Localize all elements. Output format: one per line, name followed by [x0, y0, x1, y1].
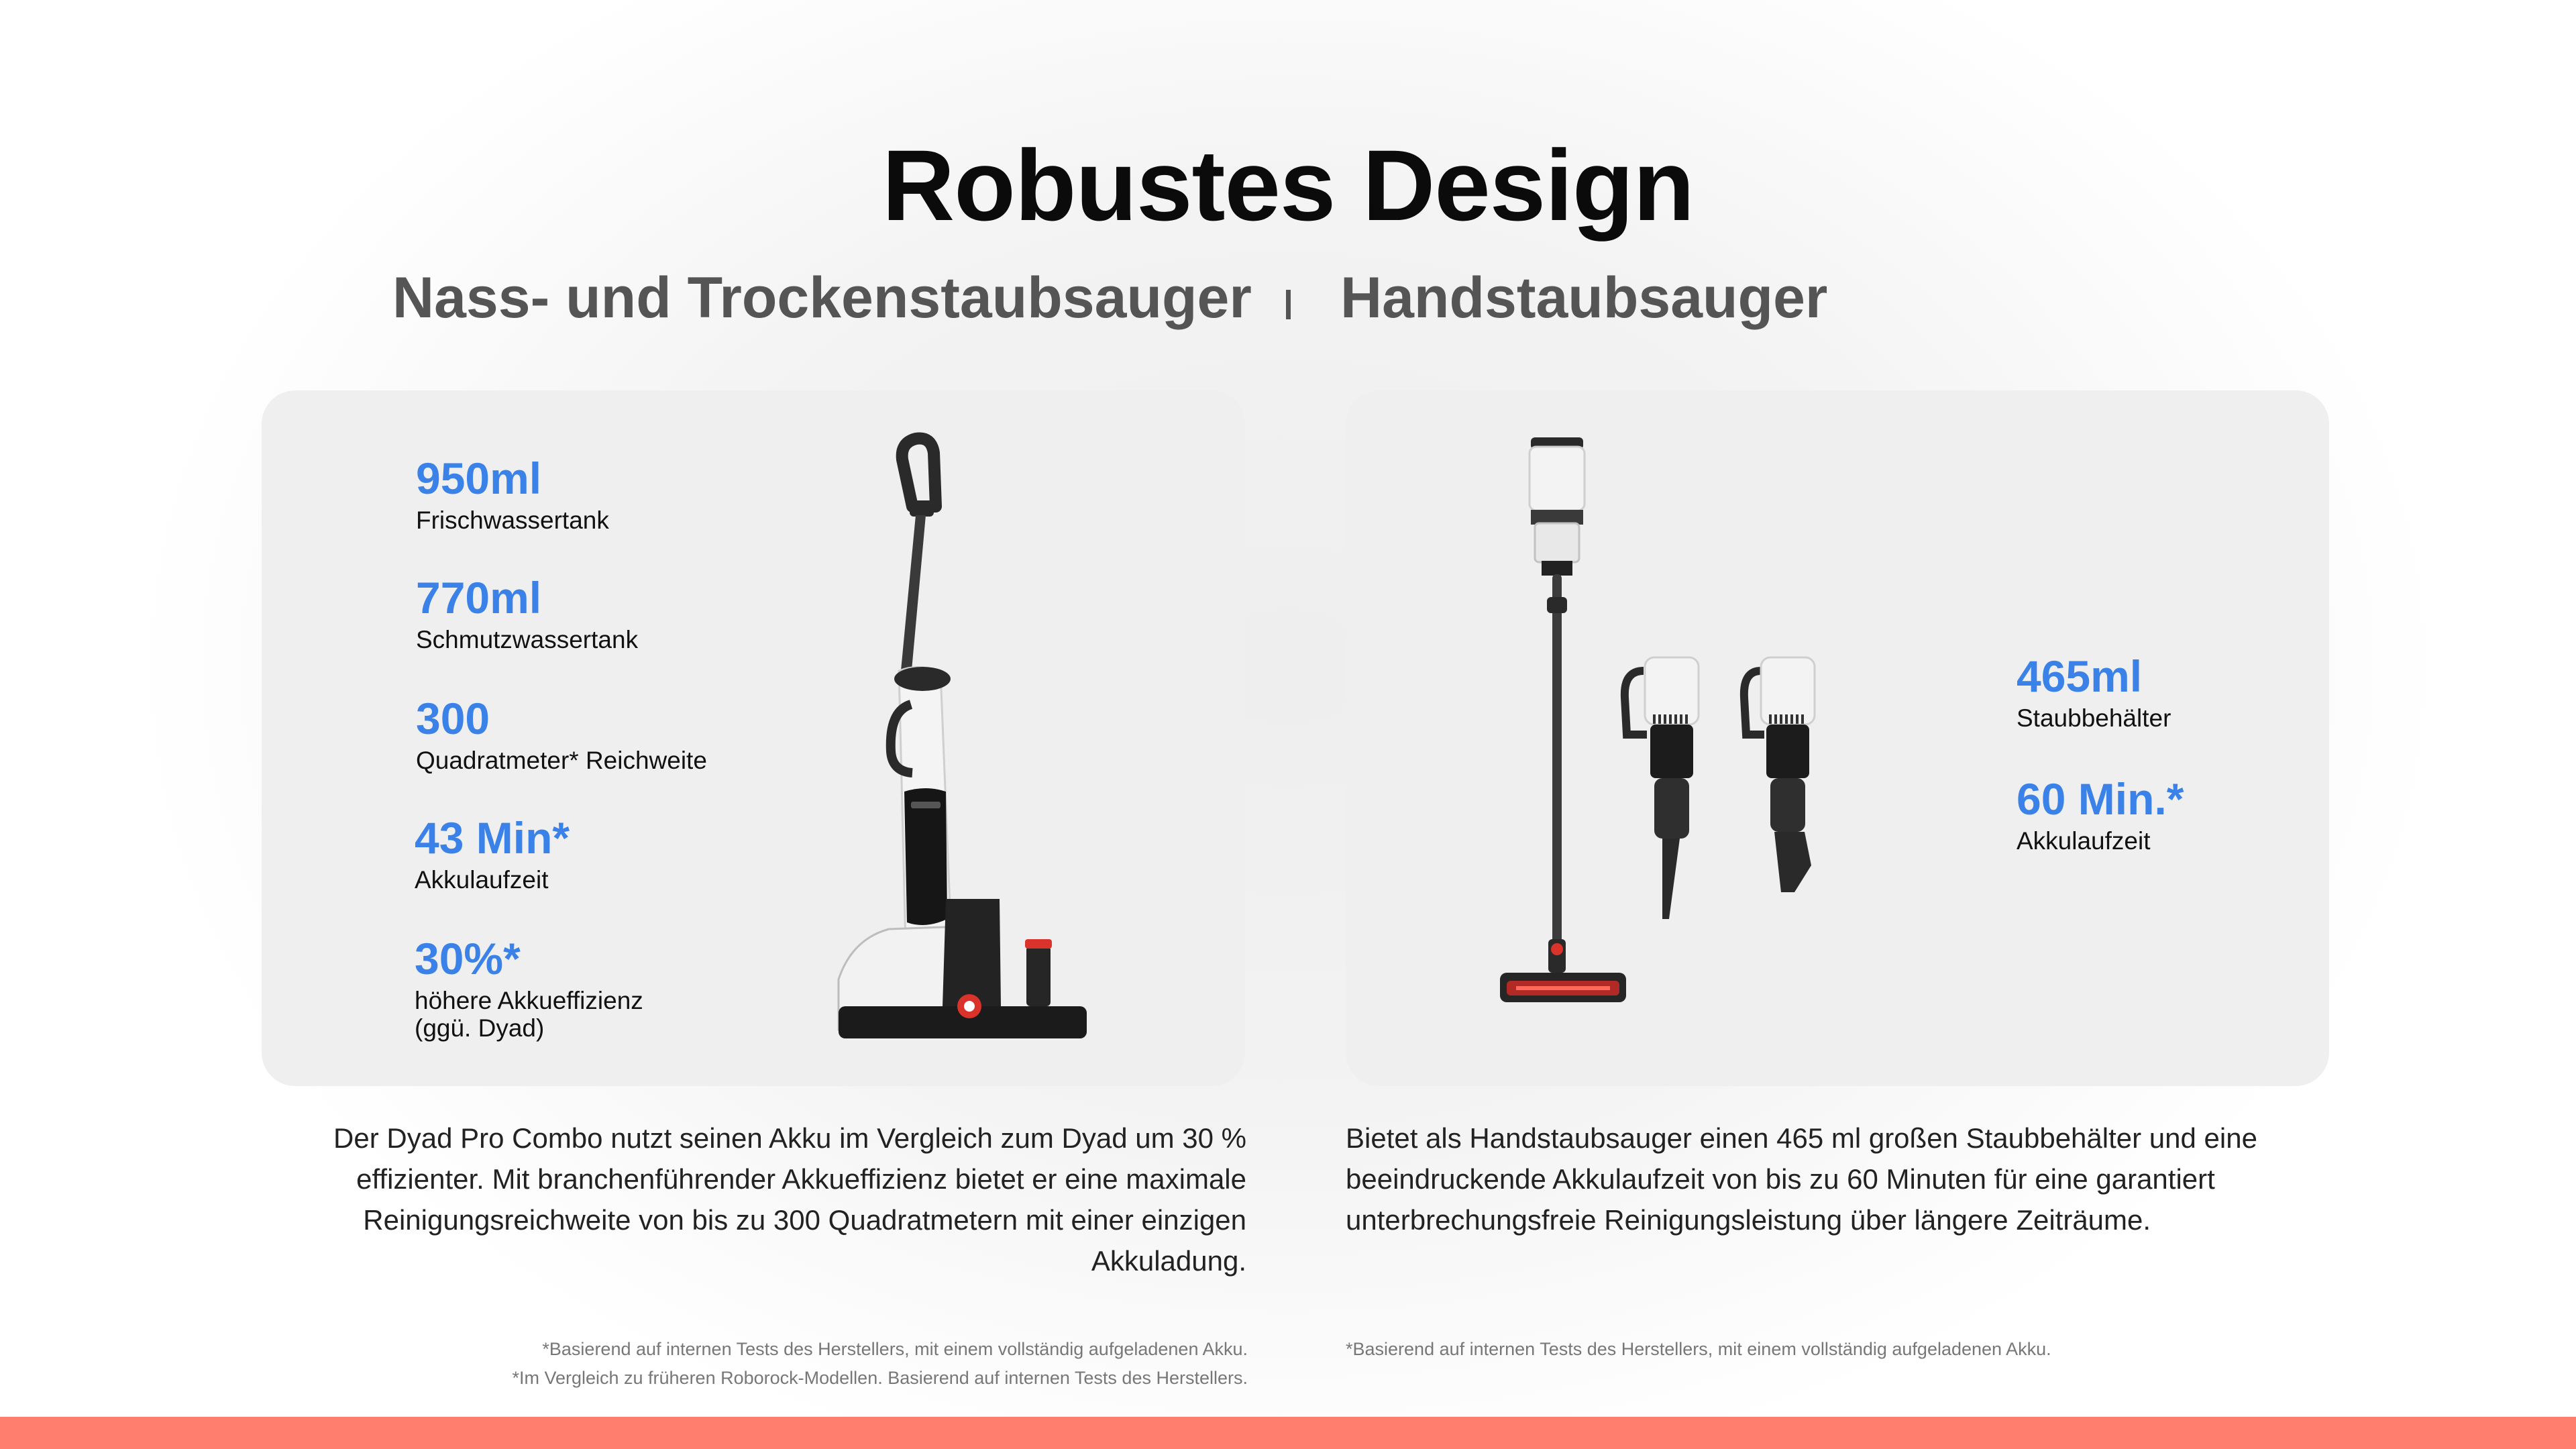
- spec-handheld-battery-runtime: [2017, 774, 2184, 855]
- spec-value: 60 Min.*: [2017, 774, 2184, 824]
- spec-value: 950ml: [416, 453, 542, 503]
- spec-dust-container: [2017, 651, 2171, 733]
- footnote-left-2: *Im Vergleich zu früheren Roborock-Modellen. Basierend auf internen Tests des Herstellers.: [512, 1368, 1248, 1388]
- wet-dry-vacuum-panel: [262, 390, 1245, 1086]
- spec-label: Frischwassertank: [416, 506, 609, 534]
- spec-label: höhere Akkueffizienz (ggü. Dyad): [415, 987, 643, 1042]
- spec-value: 300: [416, 694, 490, 743]
- wet-dry-vacuum-description: Der Dyad Pro Combo nutzt seinen Akku im Vergleich zum Dyad um 30 % effizienter. Mit branchenführender Akkueffizienz bietet er eine maximale Reinigungsreichweite von bis zu 300 Quadratmetern mit einer einzigen Akkuladung.: [333, 1122, 1246, 1277]
- spec-value: 30%*: [415, 934, 521, 983]
- spec-label: Quadratmeter* Reichweite: [416, 747, 707, 774]
- wet-dry-vacuum-image: [825, 429, 1093, 1060]
- spec-label: Schmutzwassertank: [416, 626, 639, 653]
- spec-dirty-water-tank: [416, 573, 639, 654]
- spec-battery-runtime: [415, 813, 570, 894]
- handheld-vacuum-description: Bietet als Handstaubsauger einen 465 ml großen Staubbehälter und eine beeindruckende Akkulaufzeit von bis zu 60 Minuten für eine garantiert unterbrechungsfreie Reinigungsleistung über längere Zeiträume.: [1346, 1122, 2257, 1236]
- handheld-vacuum-image: [1489, 429, 1865, 1046]
- spec-battery-efficiency: [415, 936, 643, 1042]
- footnote-left-1: *Basierend auf internen Tests des Herstellers, mit einem vollständig aufgeladenen Akku.: [542, 1339, 1248, 1359]
- subtitle-divider: [1286, 290, 1291, 319]
- spec-cleaning-range: [416, 696, 707, 775]
- spec-value: 770ml: [416, 573, 542, 623]
- subtitle-handheld-vacuum: Handstaubsauger: [1340, 266, 1828, 330]
- page-title: Robustes Design: [881, 129, 1695, 241]
- spec-label: Staubbehälter: [2017, 704, 2171, 732]
- bottom-accent-bar: [0, 1417, 2576, 1449]
- spec-value: 43 Min*: [415, 813, 570, 863]
- spec-value: 465ml: [2017, 651, 2143, 701]
- spec-label: Akkulaufzeit: [415, 866, 549, 894]
- footnote-right-1: *Basierend auf internen Tests des Herstellers, mit einem vollständig aufgeladenen Akku.: [1346, 1339, 2051, 1359]
- spec-fresh-water-tank: [416, 453, 609, 535]
- subtitle-wet-dry-vacuum: Nass- und Trockenstaubsauger: [392, 266, 1252, 330]
- spec-label: Akkulaufzeit: [2017, 827, 2151, 855]
